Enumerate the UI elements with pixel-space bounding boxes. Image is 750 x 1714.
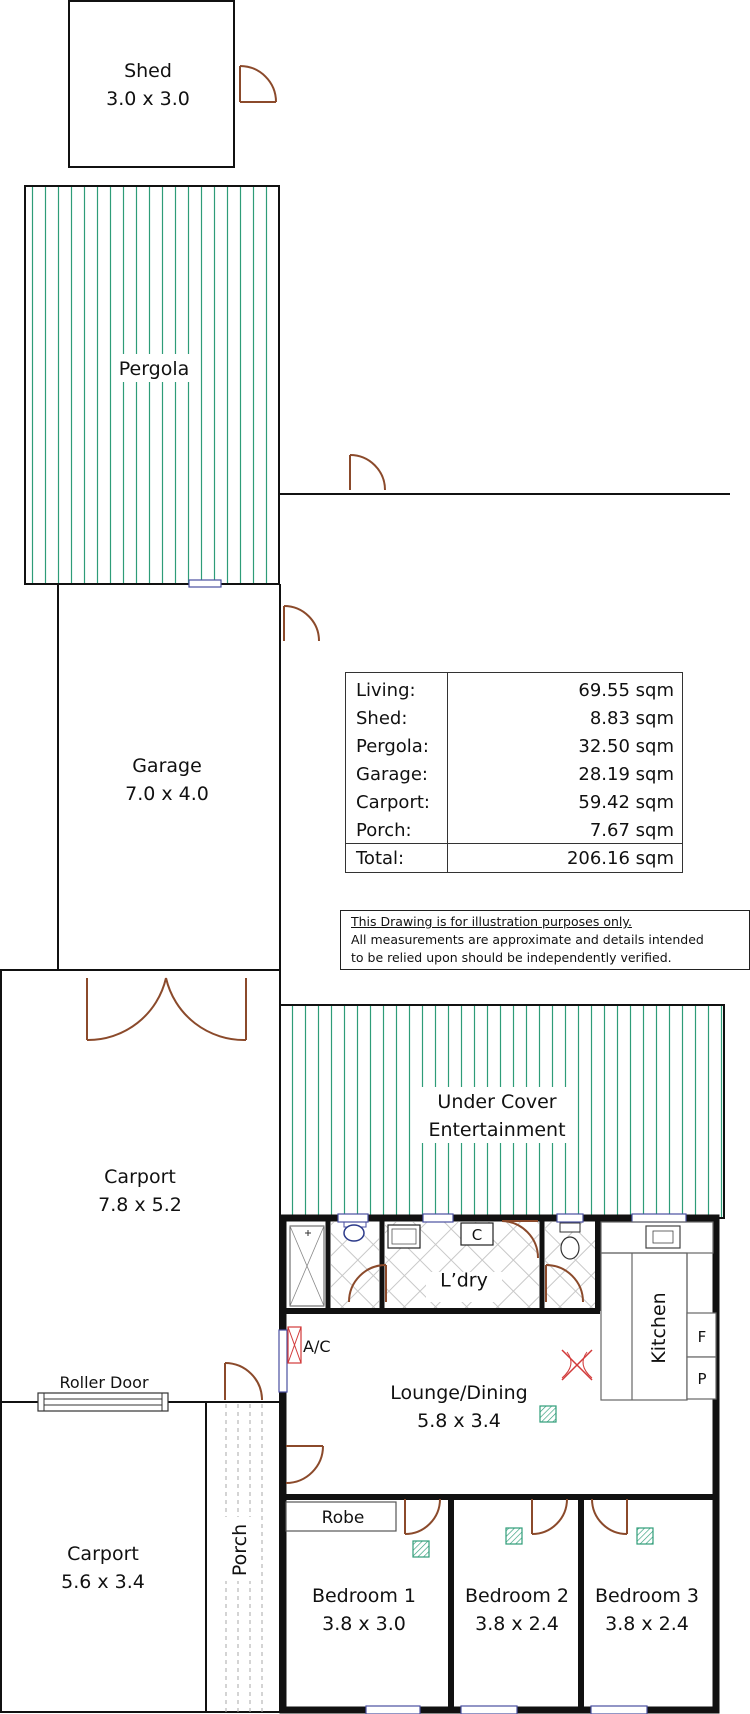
area-name: Pergola: (356, 736, 429, 757)
toilet-icon (560, 1223, 580, 1259)
garage-dims: 7.0 x 4.0 (125, 783, 209, 805)
carport-small-dims: 5.6 x 3.4 (61, 1571, 145, 1593)
kitchen-sink-icon (646, 1226, 680, 1248)
area-row (346, 733, 682, 761)
disclaimer (340, 910, 750, 970)
area-row (346, 677, 682, 705)
bedroom1-label: Bedroom 1 (311, 1585, 417, 1607)
area-name: Carport: (356, 792, 430, 813)
porch-label: Porch (229, 1523, 251, 1577)
bedroom2-dims: 3.8 x 2.4 (475, 1613, 559, 1635)
area-value: 8.83 sqm (589, 708, 674, 729)
area-row (346, 789, 682, 817)
kitchen (601, 1222, 716, 1400)
carport-main (1, 970, 280, 1712)
fridge-label: F (697, 1328, 707, 1346)
area-row (346, 705, 682, 733)
under-cover-entertainment (280, 1005, 724, 1218)
area-table (345, 672, 683, 873)
shed-door[interactable] (240, 66, 276, 102)
ac-unit (288, 1327, 331, 1363)
lounge-door[interactable] (286, 1446, 323, 1483)
shower (290, 1226, 324, 1306)
area-name: Porch: (356, 820, 412, 841)
total-row (346, 845, 682, 873)
under-cover-label-1: Under Cover (437, 1091, 557, 1113)
carport-small (61, 1402, 206, 1712)
area-name: Living: (356, 680, 416, 701)
area-row (346, 761, 682, 789)
shed-dims: 3.0 x 3.0 (106, 88, 190, 110)
laundry-cupboard (461, 1223, 493, 1245)
ac-label: A/C (303, 1337, 331, 1356)
area-name: Garage: (356, 764, 428, 785)
pergola-window (189, 580, 221, 587)
bedroom3-door[interactable] (592, 1499, 627, 1534)
bedroom1-dims: 3.8 x 3.0 (322, 1613, 406, 1635)
roller-door-label: Roller Door (59, 1373, 149, 1392)
bedroom3-smoke-alarm-icon (637, 1528, 653, 1544)
robe (286, 1502, 396, 1531)
disclaimer-line-1: This Drawing is for illustration purposes only. (351, 914, 632, 929)
disclaimer-line-2: All measurements are approximate and details intended (351, 932, 704, 947)
area-value: 32.50 sqm (578, 736, 674, 757)
lounge-label: Lounge/Dining (390, 1382, 528, 1404)
lounge-dims: 5.8 x 3.4 (417, 1410, 501, 1432)
disclaimer-line-3: to be relied upon should be independently verified. (351, 950, 672, 965)
shed (69, 1, 276, 167)
carport-small-label: Carport (67, 1543, 139, 1565)
carport-main-label: Carport (104, 1166, 176, 1188)
total-value: 206.16 sqm (566, 848, 674, 869)
under-cover-label-2: Entertainment (428, 1119, 566, 1141)
porch-door[interactable] (225, 1363, 262, 1400)
kitchen-label: Kitchen (648, 1292, 670, 1364)
robe-label: Robe (321, 1508, 365, 1528)
shed-label: Shed (124, 60, 172, 82)
area-value: 28.19 sqm (578, 764, 674, 785)
ceiling-vent-icon (562, 1350, 592, 1380)
area-value: 69.55 sqm (578, 680, 674, 701)
cupboard-label: C (471, 1226, 483, 1244)
area-row (346, 817, 682, 845)
garage (58, 584, 319, 1005)
bedroom3-label: Bedroom 3 (594, 1585, 700, 1607)
total-divider (346, 843, 682, 844)
bedroom2-door[interactable] (532, 1499, 567, 1534)
area-value: 59.42 sqm (578, 792, 674, 813)
area-value: 7.67 sqm (589, 820, 674, 841)
garage-label: Garage (132, 755, 202, 777)
total-name: Total: (356, 848, 405, 869)
bedroom2-smoke-alarm-icon (506, 1528, 522, 1544)
pantry-label: P (697, 1370, 707, 1388)
bathroom-toilet-icon (344, 1221, 366, 1241)
garage-door[interactable] (284, 606, 319, 641)
area-name: Shed: (356, 708, 408, 729)
porch (224, 1363, 262, 1712)
laundry-tub-icon (388, 1225, 420, 1248)
roller-door[interactable] (38, 1373, 168, 1411)
carport-main-dims: 7.8 x 5.2 (98, 1194, 182, 1216)
smoke-alarm-icon (540, 1406, 556, 1422)
pergola-label: Pergola (118, 358, 190, 380)
bedroom1-door[interactable] (405, 1499, 440, 1534)
bedroom1-smoke-alarm-icon (413, 1541, 429, 1557)
carport-double-door[interactable] (87, 978, 246, 1040)
laundry-label: L’dry (440, 1269, 488, 1292)
pergola (25, 186, 279, 587)
lounge-dining (286, 1382, 556, 1483)
bedroom2-label: Bedroom 2 (464, 1585, 570, 1607)
bedroom3-dims: 3.8 x 2.4 (605, 1613, 689, 1635)
fence-gate[interactable] (350, 455, 385, 490)
